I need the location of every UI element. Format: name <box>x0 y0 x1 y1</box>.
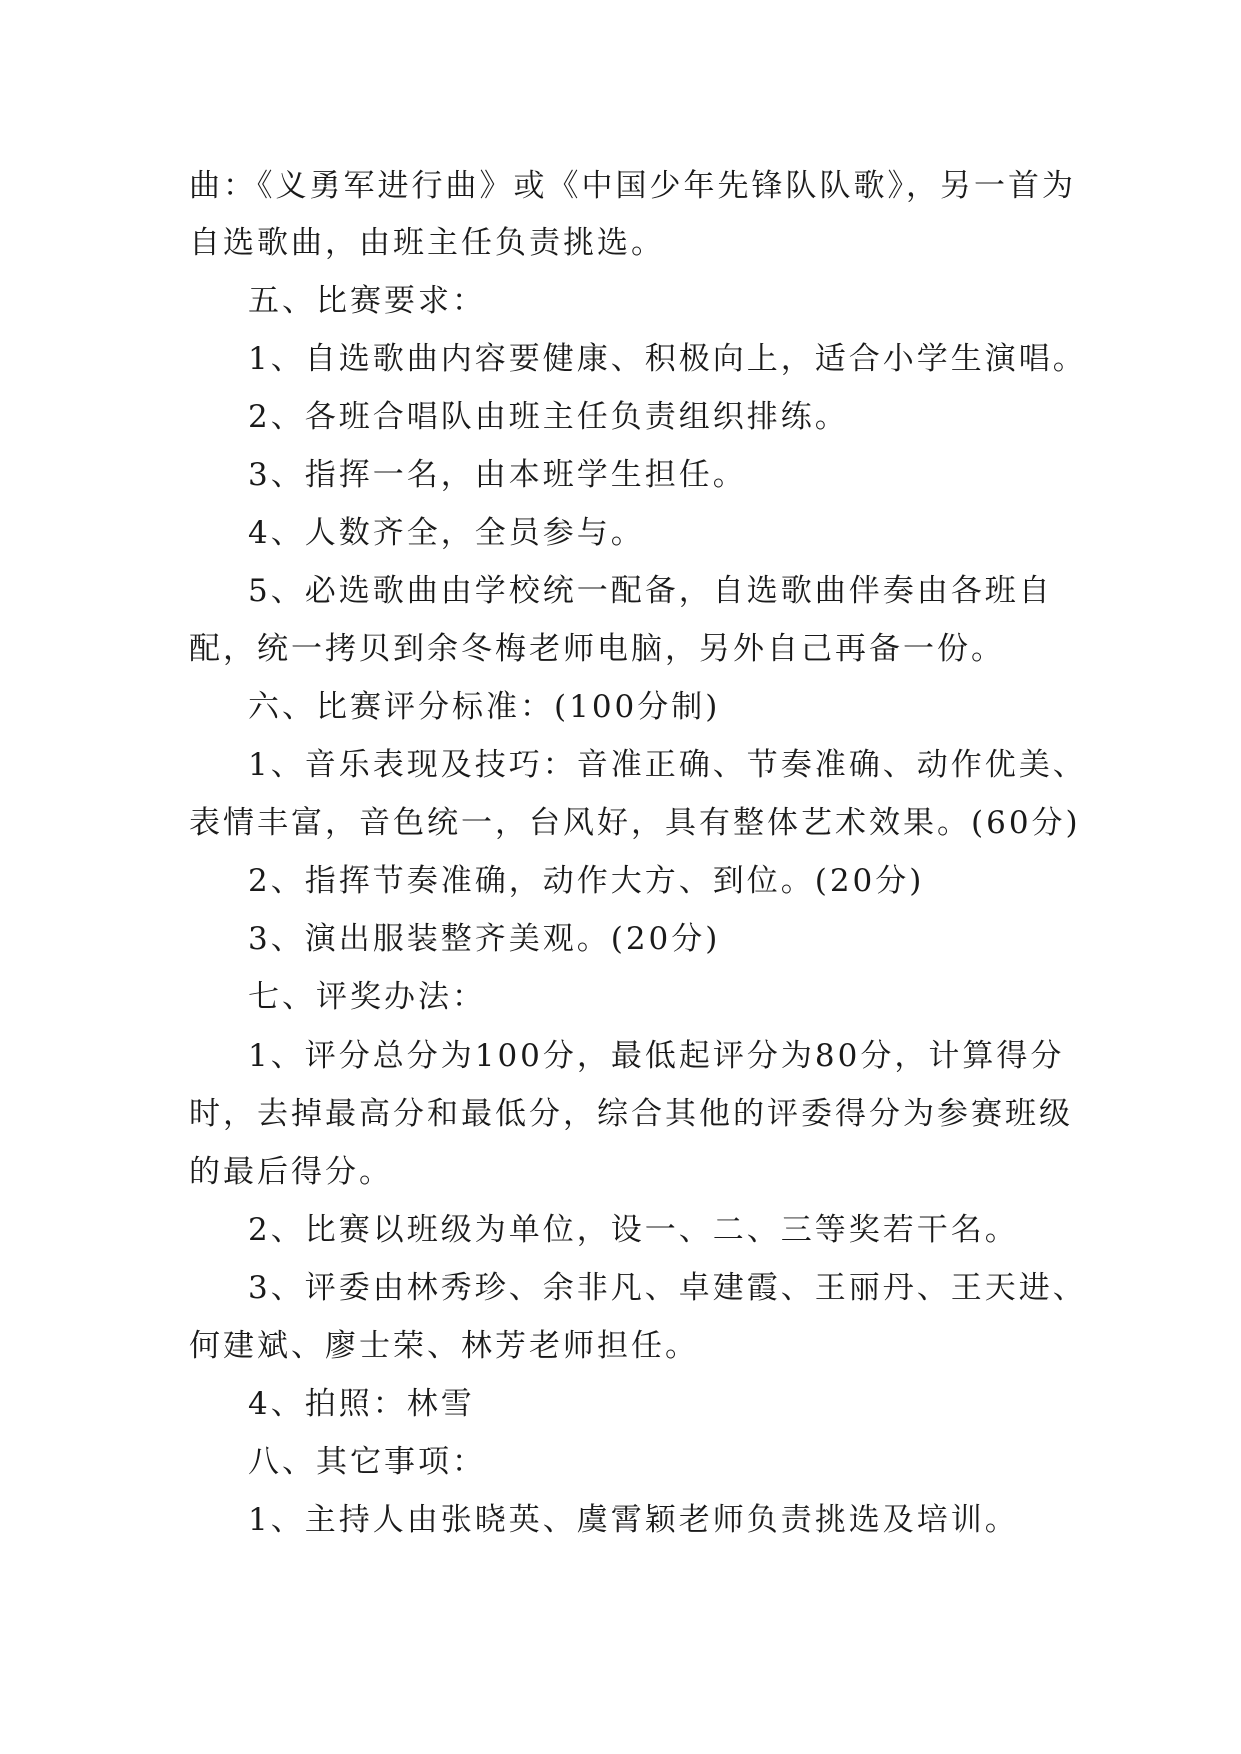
text-line-song-requirement: 曲：《义勇军进行曲》或《中国少年先锋队队歌》，另一首为 <box>189 168 1076 204</box>
list-item-7-3: 3、评委由林秀珍、余非凡、卓建霞、王丽丹、王天进、 <box>248 1270 1087 1306</box>
list-item-6-1-cont: 表情丰富，音色统一，台风好，具有整体艺术效果。(60分) <box>189 805 1081 841</box>
list-item-5-4: 4、人数齐全，全员参与。 <box>248 515 645 551</box>
text-line-song-requirement-cont: 自选歌曲，由班主任负责挑选。 <box>189 225 665 261</box>
list-item-5-5: 5、必选歌曲由学校统一配备，自选歌曲伴奏由各班自 <box>248 573 1053 609</box>
list-item-8-1: 1、主持人由张晓英、虞霄颖老师负责挑选及培训。 <box>248 1502 1019 1538</box>
list-item-5-5-cont: 配，统一拷贝到余冬梅老师电脑，另外自己再备一份。 <box>189 631 1005 667</box>
list-item-7-3-cont: 何建斌、廖士荣、林芳老师担任。 <box>189 1328 699 1364</box>
list-item-5-2: 2、各班合唱队由班主任负责组织排练。 <box>248 399 849 435</box>
list-item-7-1-cont-2: 的最后得分。 <box>189 1154 393 1190</box>
list-item-6-2: 2、指挥节奏准确，动作大方、到位。(20分) <box>248 863 925 899</box>
section-heading-5: 五、比赛要求： <box>248 283 486 319</box>
list-item-7-1: 1、评分总分为100分，最低起评分为80分，计算得分 <box>248 1038 1065 1074</box>
list-item-5-1: 1、自选歌曲内容要健康、积极向上，适合小学生演唱。 <box>248 341 1087 377</box>
list-item-7-2: 2、比赛以班级为单位，设一、二、三等奖若干名。 <box>248 1212 1019 1248</box>
list-item-7-4: 4、拍照：林雪 <box>248 1386 475 1422</box>
section-heading-7: 七、评奖办法： <box>248 979 486 1015</box>
list-item-6-3: 3、演出服装整齐美观。(20分) <box>248 921 721 957</box>
list-item-5-3: 3、指挥一名，由本班学生担任。 <box>248 457 747 493</box>
list-item-6-1: 1、音乐表现及技巧：音准正确、节奏准确、动作优美、 <box>248 747 1087 783</box>
list-item-7-1-cont: 时，去掉最高分和最低分，综合其他的评委得分为参赛班级 <box>189 1096 1073 1132</box>
section-heading-6: 六、比赛评分标准：(100分制) <box>248 689 721 725</box>
section-heading-8: 八、其它事项： <box>248 1444 486 1480</box>
